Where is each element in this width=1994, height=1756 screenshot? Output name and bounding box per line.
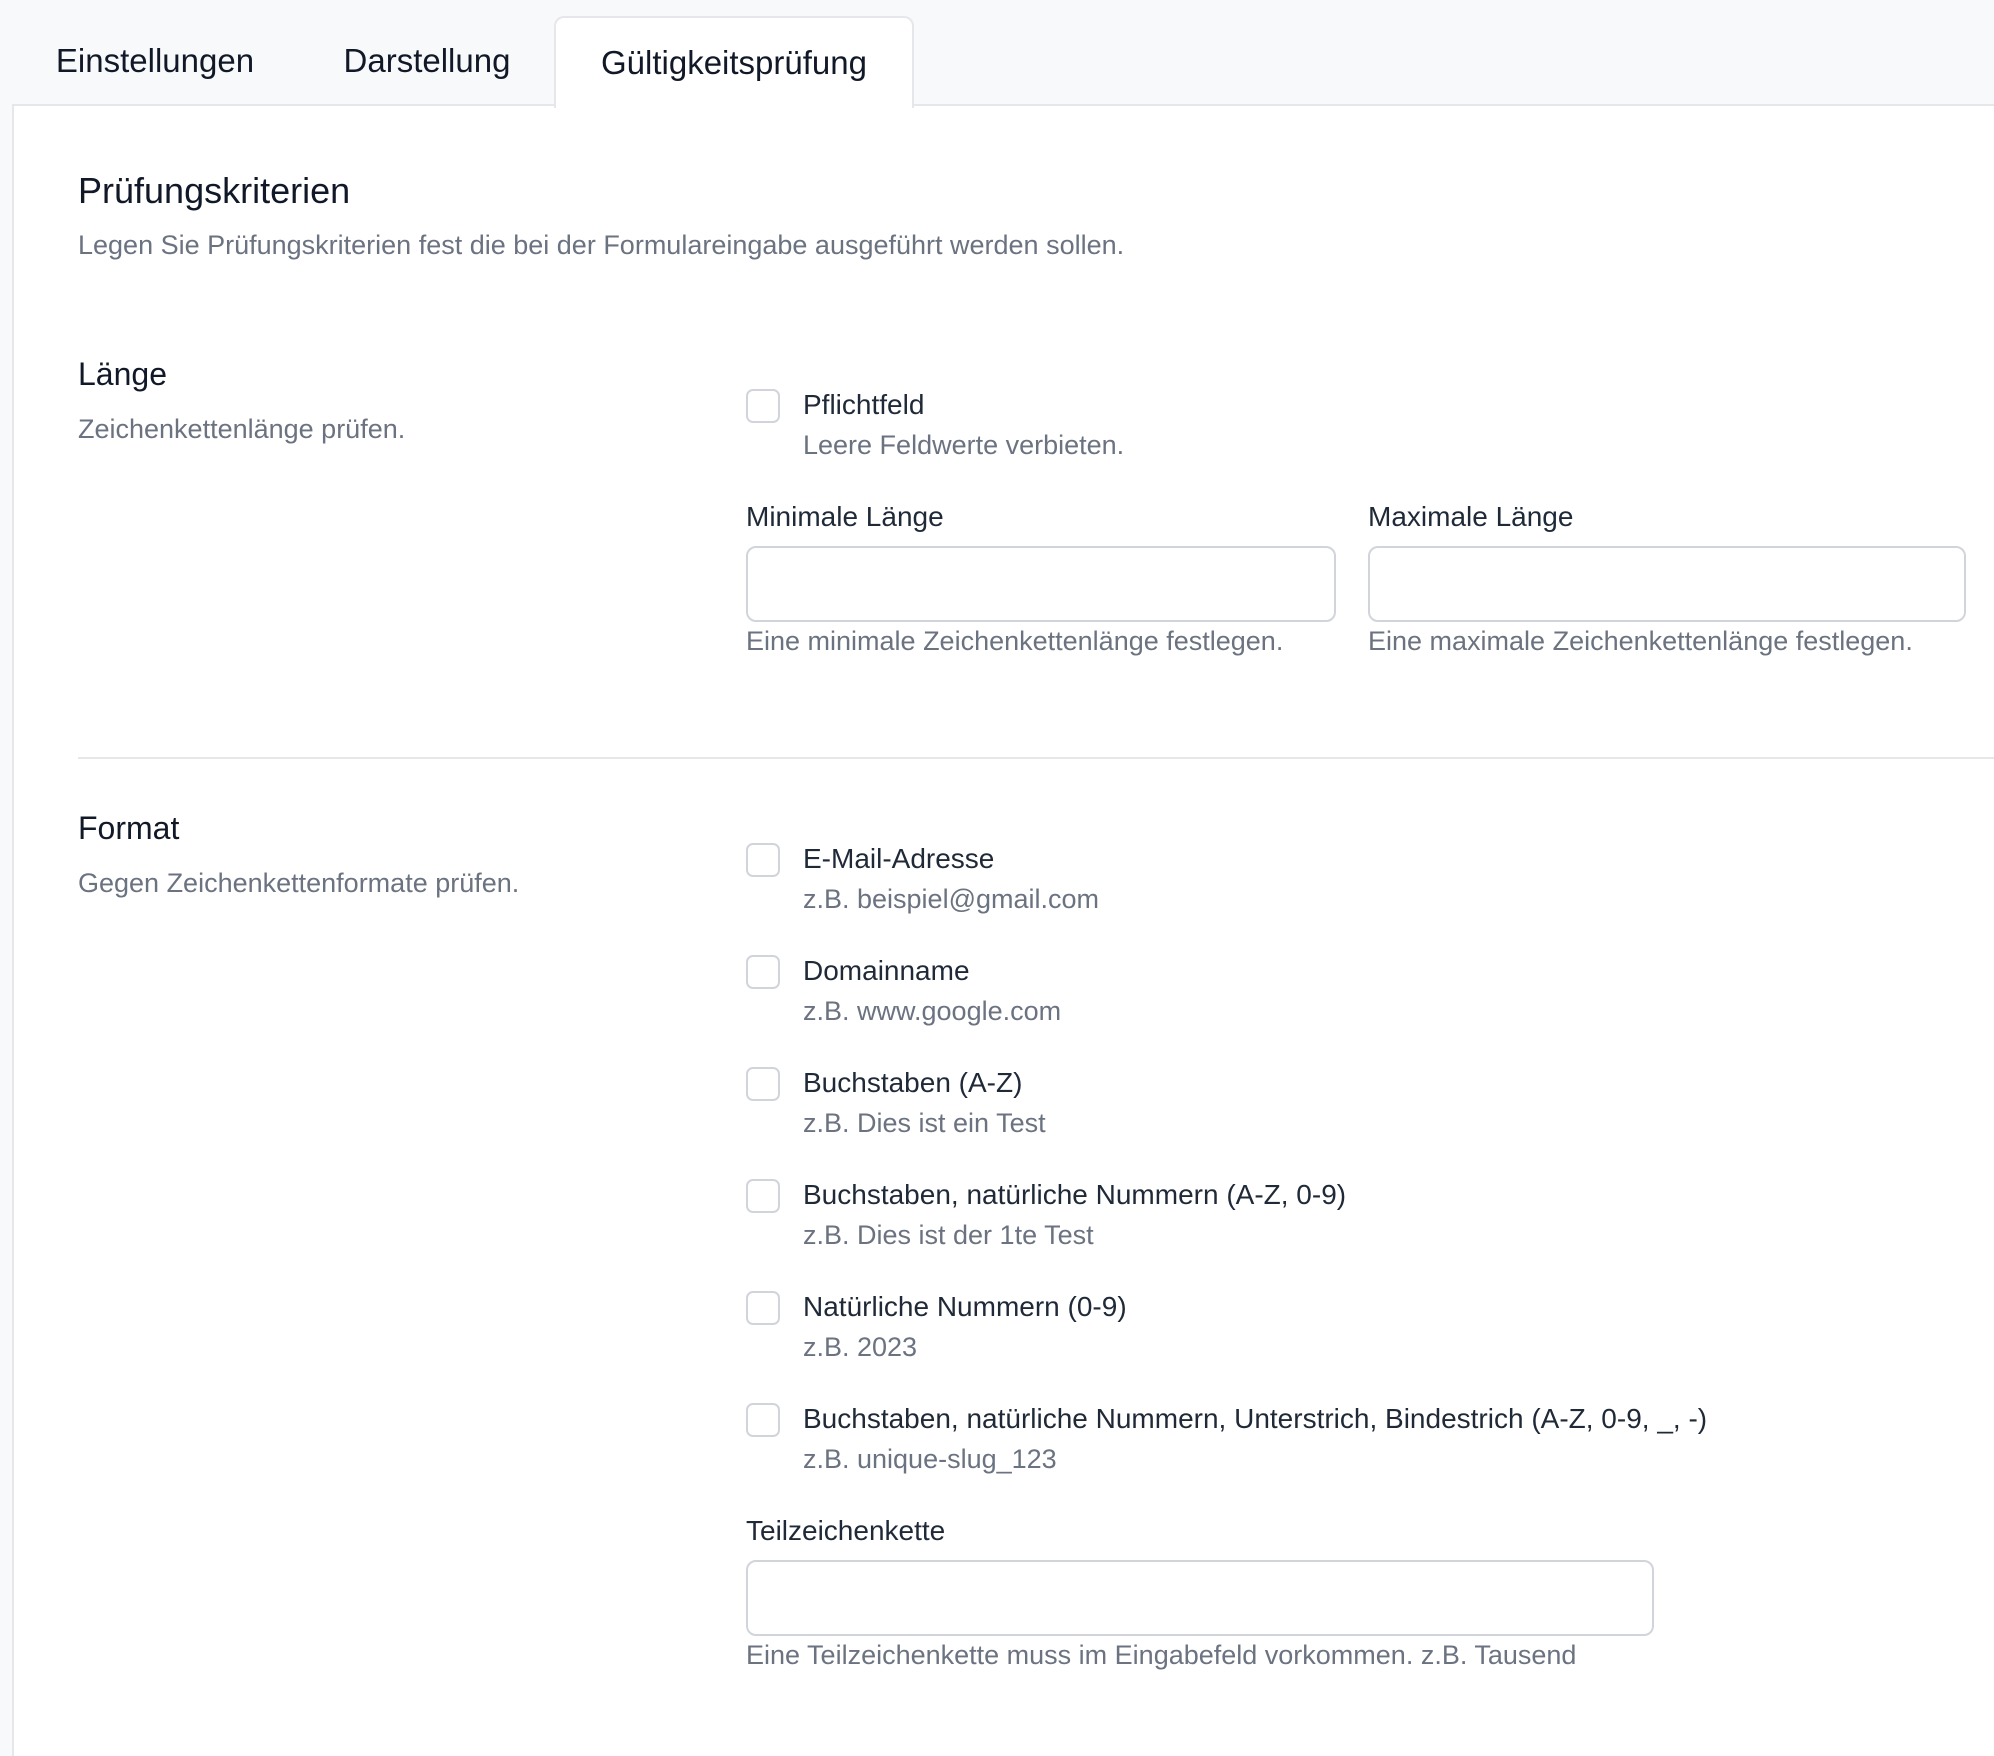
domain-format-hint: z.B. www.google.com — [803, 996, 1062, 1026]
substring-hint: Eine Teilzeichenkette muss im Eingabefeld vorkommen. z.B. Tausend — [746, 1640, 1577, 1670]
min-length-input[interactable] — [746, 546, 1336, 622]
numbers-format-hint: z.B. 2023 — [803, 1332, 918, 1362]
substring-label: Teilzeichenkette — [746, 1515, 946, 1546]
required-hint: Leere Feldwerte verbieten. — [803, 430, 1125, 460]
email-format-checkbox[interactable] — [746, 843, 780, 877]
letters-format-hint: z.B. Dies ist ein Test — [803, 1108, 1046, 1138]
length-section-description: Zeichenkettenlänge prüfen. — [78, 414, 406, 444]
max-length-label: Maximale Länge — [1368, 501, 1574, 532]
letters-format-checkbox[interactable] — [746, 1067, 780, 1101]
section-divider — [78, 757, 1994, 759]
max-length-hint: Eine maximale Zeichenkettenlänge festlegen. — [1368, 626, 1913, 656]
tab-darstellung[interactable] — [300, 16, 554, 106]
tab-gueltigkeitspruefung[interactable] — [554, 16, 914, 108]
tab-bar — [0, 0, 1994, 106]
email-format-hint: z.B. beispiel@gmail.com — [803, 884, 1100, 914]
letters-format-label: Buchstaben (A-Z) — [803, 1067, 1023, 1098]
format-section-description: Gegen Zeichenkettenformate prüfen. — [78, 868, 520, 898]
slug-format-hint: z.B. unique-slug_123 — [803, 1444, 1057, 1474]
tab-label: Darstellung — [343, 42, 511, 79]
max-length-input[interactable] — [1368, 546, 1966, 622]
substring-input[interactable] — [746, 1560, 1654, 1636]
required-checkbox[interactable] — [746, 389, 780, 423]
domain-format-checkbox[interactable] — [746, 955, 780, 989]
email-format-label: E-Mail-Adresse — [803, 843, 995, 874]
domain-format-label: Domainname — [803, 955, 970, 986]
tab-einstellungen[interactable] — [22, 16, 288, 106]
tab-label: Gültigkeitsprüfung — [601, 44, 867, 81]
numbers-format-checkbox[interactable] — [746, 1291, 780, 1325]
validation-panel — [12, 104, 1994, 1756]
required-label: Pflichtfeld — [803, 389, 925, 420]
min-length-label: Minimale Länge — [746, 501, 944, 532]
page-title: Prüfungskriterien — [78, 170, 351, 211]
alphanumeric-format-label: Buchstaben, natürliche Nummern (A-Z, 0-9) — [803, 1179, 1347, 1210]
slug-format-label: Buchstaben, natürliche Nummern, Unterstrich, Bindestrich (A-Z, 0-9, _, -) — [803, 1403, 1708, 1434]
length-section-title: Länge — [78, 356, 167, 392]
alphanumeric-format-checkbox[interactable] — [746, 1179, 780, 1213]
format-section-title: Format — [78, 810, 180, 846]
tab-label: Einstellungen — [55, 42, 255, 79]
min-length-hint: Eine minimale Zeichenkettenlänge festlegen. — [746, 626, 1284, 656]
alphanumeric-format-hint: z.B. Dies ist der 1te Test — [803, 1220, 1094, 1250]
page-description: Legen Sie Prüfungskriterien fest die bei der Formulareingabe ausgeführt werden sollen. — [78, 230, 1125, 260]
slug-format-checkbox[interactable] — [746, 1403, 780, 1437]
numbers-format-label: Natürliche Nummern (0-9) — [803, 1291, 1127, 1322]
